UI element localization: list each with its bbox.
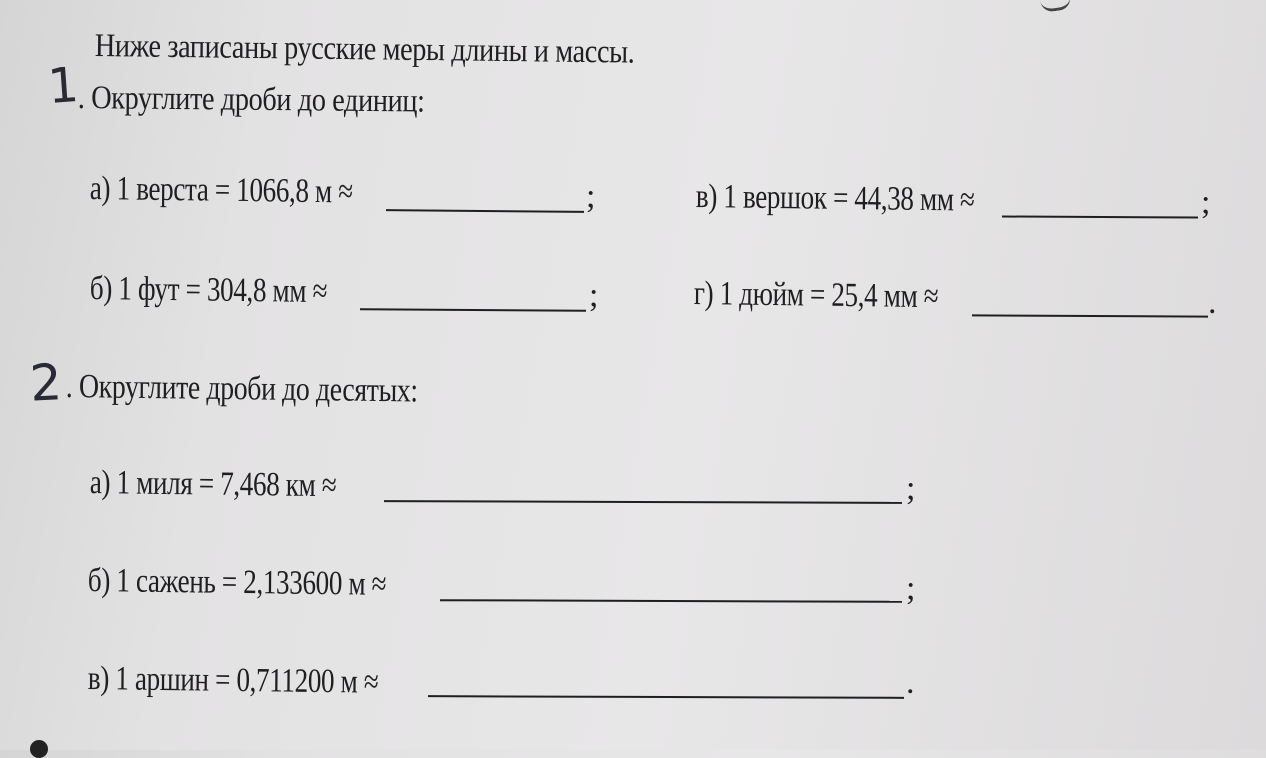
task1-item-v: в) 1 вершок = 44,38 мм ≈ [695,178,975,219]
task2-number: 2 [28,353,64,413]
task1-item-b: б) 1 фут = 304,8 мм ≈ [89,270,328,311]
task1-answer-g-blank[interactable] [972,314,1208,317]
task1-end-v: ; [1201,184,1211,221]
task2-item-b: б) 1 сажень = 2,133600 м ≈ [87,562,387,603]
task1-item-g: г) 1 дюйм = 25,4 мм ≈ [693,275,939,316]
task1-end-a: ; [586,178,596,215]
bottom-mark [30,740,48,758]
task1-item-a: а) 1 верста = 1066,8 м ≈ [89,170,353,211]
task2-instruction: . Округлите дроби до десятых: [65,368,418,410]
task1-number: 1 [46,57,81,115]
task1-answer-b-blank[interactable] [360,308,586,312]
task2-answer-a-blank[interactable] [384,500,902,504]
intro-text: Ниже записаны русские меры длины и массы. [94,28,635,71]
task1-answer-a-blank[interactable] [386,209,584,213]
task2-end-b: ; [906,570,916,607]
task2-item-a: а) 1 миля = 7,468 км ≈ [89,464,337,505]
task2-end-a: ; [906,470,916,507]
task1-instruction: . Округлите дроби до единиц: [77,80,425,120]
task1-end-b: ; [589,277,599,314]
task2-answer-v-blank[interactable] [428,695,904,699]
page-number-fragment [1038,0,1071,13]
task1-answer-v-blank[interactable] [1002,215,1198,218]
task2-item-v: в) 1 аршин = 0,711200 м ≈ [87,660,379,701]
task2-end-v: . [906,664,915,701]
task2-answer-b-blank[interactable] [440,599,902,603]
task1-end-g: . [1208,284,1217,321]
